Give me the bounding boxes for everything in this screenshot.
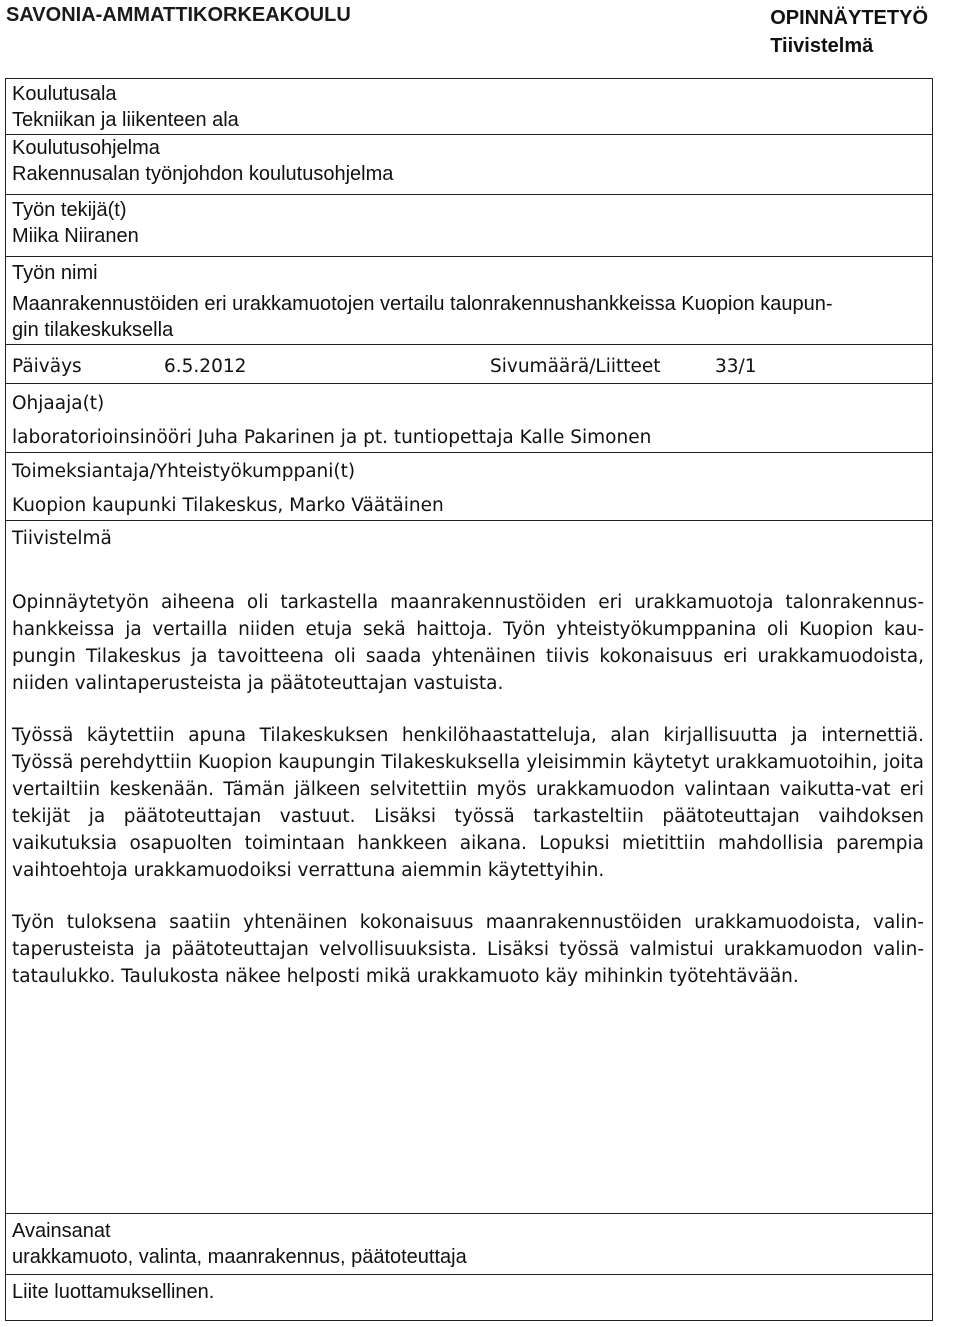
field-cell — [6, 81, 932, 133]
thesis-abstract-form — [5, 78, 933, 1321]
author-label: Työn tekijä(t) — [12, 199, 127, 221]
programme-label: Koulutusohjelma — [12, 137, 160, 159]
programme-value: Rakennusalan työnjohdon koulutusohjelma — [12, 163, 394, 185]
field-label: Koulutusala — [12, 83, 117, 105]
divider — [6, 452, 932, 453]
confidential-cell — [6, 1279, 932, 1305]
pages-label: Sivumäärä/Liitteet — [490, 356, 661, 377]
author-value: Miika Niiranen — [12, 225, 139, 247]
divider — [6, 520, 932, 521]
client-value: Kuopion kaupunki Tilakeskus, Marko Väätäinen — [12, 495, 444, 516]
date-label: Päiväys — [12, 356, 82, 377]
abstract-label: Tiivistelmä — [12, 528, 112, 549]
abstract-body — [12, 589, 924, 1015]
pages-value: 33/1 — [715, 356, 757, 377]
client-cell — [6, 459, 932, 519]
abstract-paragraph: Opinnäytetyön aiheena oli tarkastella maanrakennustöiden eri urakkamuotoja talonrakennus-hankkeissa ja vertailla niiden etuja sekä haittoja. Työn yhteistyökumppanina oli Kuopion kau-pungin Tilakeskus ja tavoitteena oli saada yhtenäinen tiivis kokonaisuus eri urakkamuodoista, niiden valintaperusteista ja päätoteuttajan vastuista. — [12, 592, 924, 694]
supervisor-value: laboratorioinsinööri Juha Pakarinen ja pt. tuntiopettaja Kalle Simonen — [12, 427, 652, 448]
title-cell — [6, 260, 932, 343]
author-cell — [6, 197, 932, 249]
date-value: 6.5.2012 — [164, 356, 247, 377]
field-value: Tekniikan ja liikenteen ala — [12, 109, 239, 131]
programme-cell — [6, 135, 932, 187]
abstract-paragraph: Työssä käytettiin apuna Tilakeskuksen henkilöhaastatteluja, alan kirjallisuutta ja internettiä. Työssä perehdyttiin Kuopion kaupungin Tilakeskuksella yleisimmin käytetyt urakkamuotoihin, joita vertailtiin keskenään. Tämän jälkeen selvitettiin myös urakkamuodon valintaan vaikutta-vat eri tekijät ja päätoteuttajan vastuut. Lisäksi työssä tarkasteltiin päätoteuttajan vaihdoksen vaikutuksia osapuolten toimintaan hankkeen aikana. Lopuksi mietittiin mahdollisia parempia vaihtoehtoja urakkamuodoiksi verrattuna aiemmin käytettyihin. — [12, 725, 924, 881]
abstract-paragraph: Työn tuloksena saatiin yhtenäinen kokonaisuus maanrakennustöiden urakkamuodoista, valin-taperusteista ja päätoteuttajan velvollisuuksista. Lisäksi työssä valmistui urakkamuodon valin-tataulukko. Taulukosta näkee helposti mikä urakkamuoto käy mihinkin työtehtävään. — [12, 912, 924, 987]
divider — [6, 1274, 932, 1275]
confidential-note: Liite luottamuksellinen. — [12, 1281, 215, 1303]
keywords-label: Avainsanat — [12, 1220, 111, 1242]
client-label: Toimeksiantaja/Yhteistyökumppani(t) — [12, 461, 356, 482]
divider — [6, 344, 932, 345]
document-type-block — [770, 4, 928, 60]
supervisor-cell — [6, 391, 932, 451]
divider — [6, 194, 932, 195]
abstract-label-cell — [6, 526, 932, 552]
title-label: Työn nimi — [12, 262, 98, 284]
keywords-value: urakkamuoto, valinta, maanrakennus, päätoteuttaja — [12, 1246, 467, 1268]
document-type: OPINNÄYTETYÖ — [770, 7, 928, 29]
divider — [6, 1213, 932, 1214]
divider — [6, 383, 932, 384]
keywords-cell — [6, 1218, 932, 1270]
divider — [6, 256, 932, 257]
document-subtitle: Tiivistelmä — [770, 35, 874, 57]
title-value-line-1: Maanrakennustöiden eri urakkamuotojen vertailu talonrakennushankkeissa Kuopion kaupun- — [12, 293, 833, 315]
institution-name: SAVONIA-AMMATTIKORKEAKOULU — [6, 4, 351, 26]
supervisor-label: Ohjaaja(t) — [12, 393, 105, 414]
title-value-line-2: gin tilakeskuksella — [12, 319, 174, 341]
